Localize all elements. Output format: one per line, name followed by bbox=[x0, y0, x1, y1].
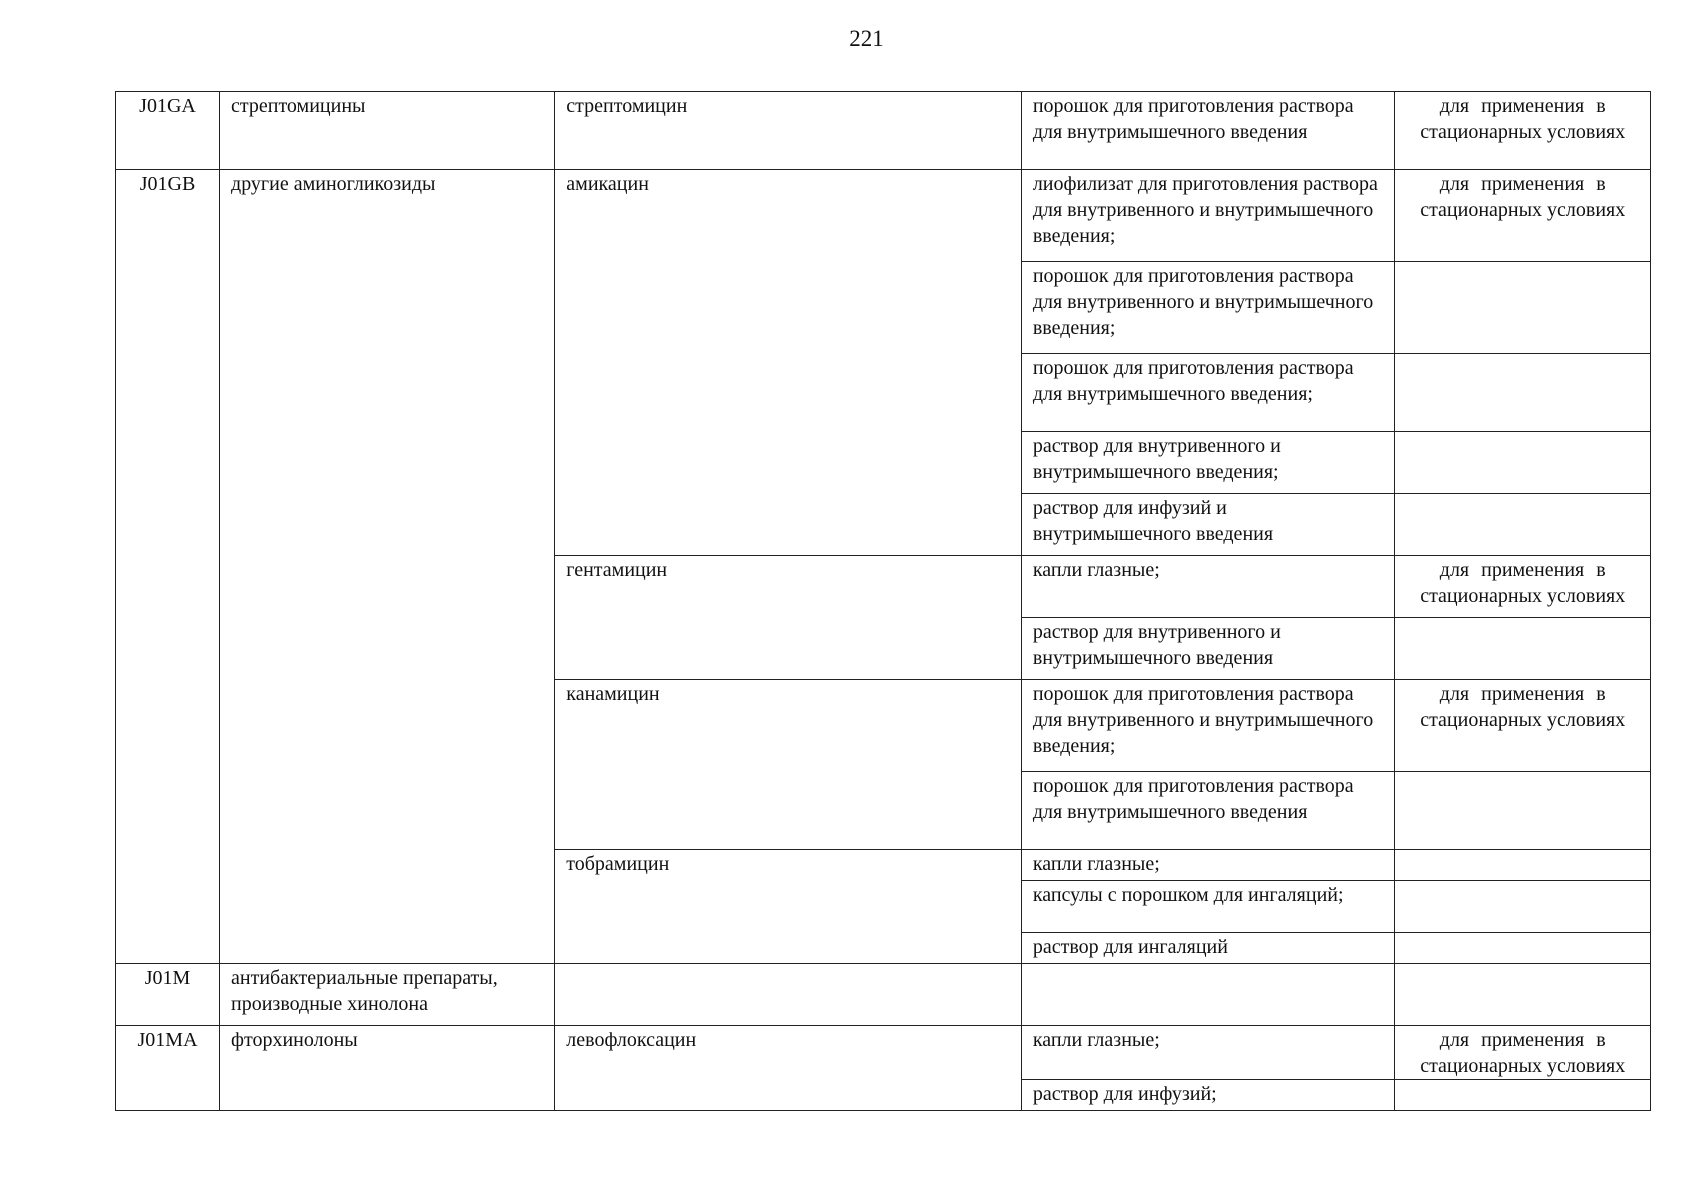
usage-note-line: стационарных условиях bbox=[1420, 199, 1626, 221]
usage-note-line: для применения в bbox=[1439, 683, 1606, 705]
drug-name bbox=[555, 964, 1022, 1026]
dosage-form: лиофилизат для приготовления раствора для внутривенного и внутримышечного введения; bbox=[1021, 170, 1395, 262]
dosage-form: порошок для приготовления раствора для внутримышечного введения; bbox=[1021, 354, 1395, 432]
drug-table-body bbox=[116, 92, 1651, 1111]
dosage-form: капли глазные; bbox=[1021, 556, 1395, 618]
usage-note bbox=[1395, 494, 1651, 556]
usage-note bbox=[1395, 964, 1651, 1026]
dosage-form: раствор для внутривенного и внутримышечного введения bbox=[1021, 618, 1395, 680]
usage-note-line: для применения в bbox=[1439, 95, 1606, 117]
atc-code: J01MA bbox=[116, 1026, 220, 1111]
dosage-form: порошок для приготовления раствора для внутривенного и внутримышечного введения; bbox=[1021, 262, 1395, 354]
dosage-form: раствор для ингаляций bbox=[1021, 933, 1395, 964]
dosage-form: раствор для внутривенного и внутримышечного введения; bbox=[1021, 432, 1395, 494]
usage-note bbox=[1395, 262, 1651, 354]
dosage-form: порошок для приготовления раствора для внутримышечного введения bbox=[1021, 772, 1395, 850]
group-name: фторхинолоны bbox=[220, 1026, 555, 1111]
table-row bbox=[116, 1026, 1651, 1080]
drug-name: канамицин bbox=[555, 680, 1022, 850]
drug-name: гентамицин bbox=[555, 556, 1022, 680]
dosage-form: капли глазные; bbox=[1021, 850, 1395, 881]
drug-name: стрептомицин bbox=[555, 92, 1022, 170]
usage-note bbox=[1395, 933, 1651, 964]
usage-note bbox=[1395, 556, 1651, 618]
usage-note-line: для применения в bbox=[1439, 173, 1606, 195]
table-row bbox=[116, 170, 1651, 262]
table-row bbox=[116, 964, 1651, 1026]
usage-note bbox=[1395, 1080, 1651, 1111]
usage-note-line: стационарных условиях bbox=[1420, 585, 1626, 607]
drug-table bbox=[115, 91, 1651, 1111]
dosage-form: порошок для приготовления раствора для внутривенного и внутримышечного введения; bbox=[1021, 680, 1395, 772]
dosage-form: раствор для инфузий и внутримышечного введения bbox=[1021, 494, 1395, 556]
dosage-form: порошок для приготовления раствора для внутримышечного введения bbox=[1021, 92, 1395, 170]
dosage-form: капли глазные; bbox=[1021, 1026, 1395, 1080]
usage-note bbox=[1395, 850, 1651, 881]
usage-note-line: для применения в bbox=[1439, 559, 1606, 581]
group-name: другие аминогликозиды bbox=[220, 170, 555, 964]
usage-note bbox=[1395, 92, 1651, 170]
drug-name: тобрамицин bbox=[555, 850, 1022, 964]
atc-code: J01GA bbox=[116, 92, 220, 170]
usage-note bbox=[1395, 680, 1651, 772]
usage-note bbox=[1395, 1026, 1651, 1080]
usage-note-line: стационарных условиях bbox=[1420, 709, 1626, 731]
usage-note bbox=[1395, 772, 1651, 850]
group-name: стрептомицины bbox=[220, 92, 555, 170]
drug-name: левофлоксацин bbox=[555, 1026, 1022, 1111]
usage-note bbox=[1395, 618, 1651, 680]
usage-note-line: стационарных условиях bbox=[1420, 121, 1626, 143]
usage-note bbox=[1395, 354, 1651, 432]
atc-code: J01GB bbox=[116, 170, 220, 964]
usage-note bbox=[1395, 881, 1651, 933]
drug-name: амикацин bbox=[555, 170, 1022, 556]
usage-note bbox=[1395, 170, 1651, 262]
atc-code: J01M bbox=[116, 964, 220, 1026]
page-number: 221 bbox=[849, 26, 884, 51]
usage-note-line: стационарных условиях bbox=[1420, 1055, 1626, 1077]
usage-note-line: для применения в bbox=[1439, 1029, 1606, 1051]
dosage-form: раствор для инфузий; bbox=[1021, 1080, 1395, 1111]
table-row bbox=[116, 92, 1651, 170]
group-name: антибактериальные препараты, производные хинолона bbox=[220, 964, 555, 1026]
usage-note bbox=[1395, 432, 1651, 494]
dosage-form: капсулы с порошком для ингаляций; bbox=[1021, 881, 1395, 933]
dosage-form bbox=[1021, 964, 1395, 1026]
